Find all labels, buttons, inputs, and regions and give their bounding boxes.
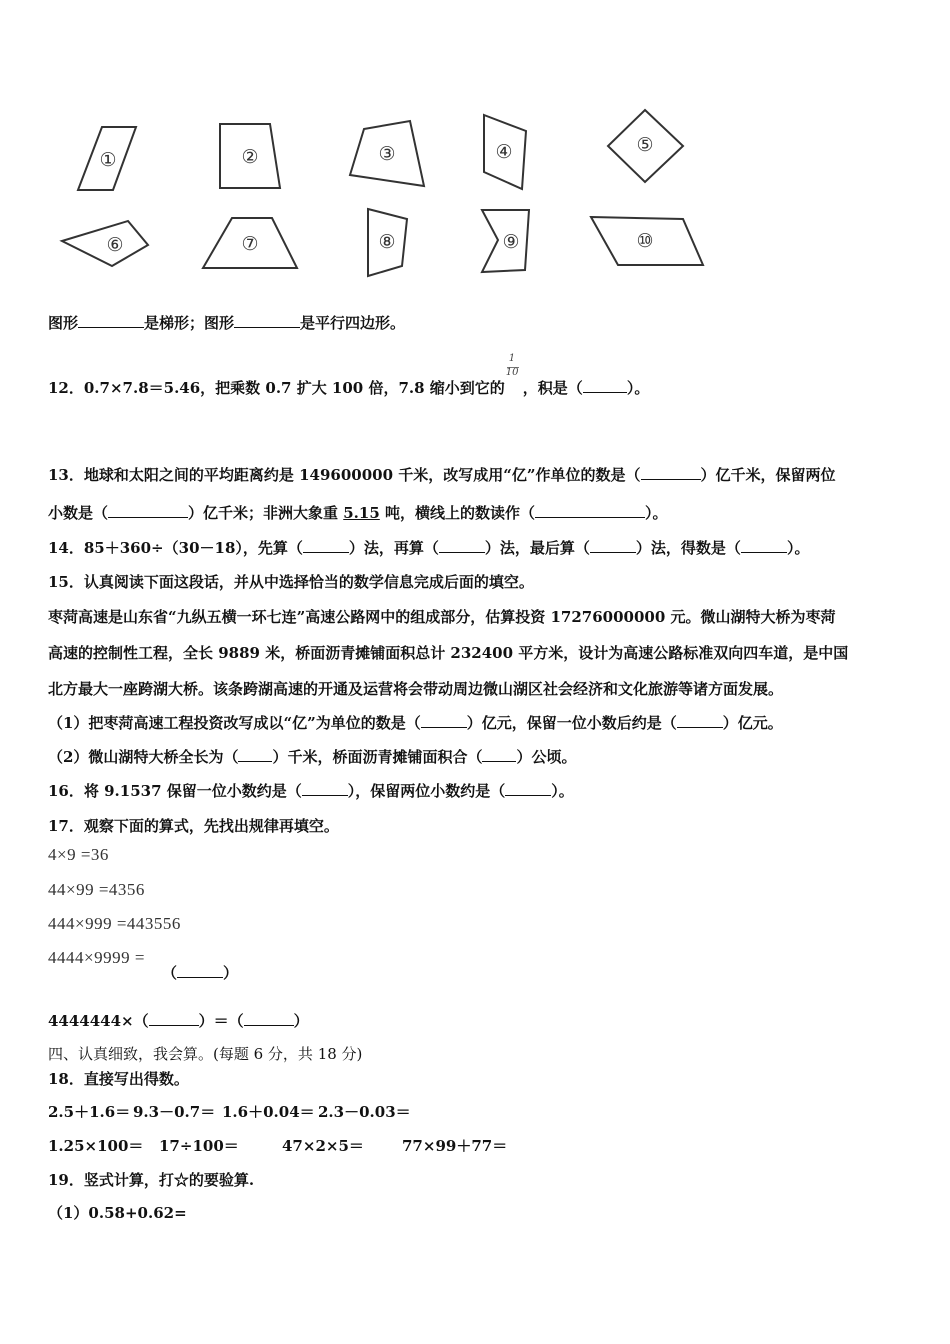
question-19-title: 19．竖式计算，打☆的要验算.	[48, 1171, 255, 1189]
q18-row-2-item-2: 17÷100＝	[159, 1137, 239, 1155]
formula-4-answer: （ ）	[162, 964, 239, 982]
question-12: 12．0.7×7.8＝5.46，把乘数 0.7 扩大 100 倍，7.8 缩小到它的 $\frac{1}{10}$ ，积是（ ）。	[48, 353, 650, 397]
q13-blank-3[interactable]	[535, 503, 645, 518]
question-15-paragraph-2: 高速的控制性工程，全长 9889 米，桥面沥青摊铺面积总计 232400 平方米，设计为高速公路标准双向四车道，是中国	[48, 644, 849, 662]
shape-label-5: ⑤	[636, 134, 654, 156]
formula-4: 4444×9999 =	[48, 948, 145, 967]
q17-blank-3[interactable]	[244, 1011, 294, 1026]
q18-row-1-item-1: 2.5＋1.6＝	[48, 1103, 131, 1121]
shape-label-3: ③	[378, 143, 396, 165]
q14-blank-2[interactable]	[439, 538, 485, 553]
q18-row-1-item-2: 9.3－0.7＝	[133, 1103, 216, 1121]
q14-blank-1[interactable]	[303, 538, 349, 553]
formula-1: 4×9 =36	[48, 845, 109, 864]
question-19-sub-1: （1）0.58+0.62=	[48, 1204, 187, 1222]
shape-label-2: ②	[241, 146, 259, 168]
q11-line: 图形 是梯形；图形 是平行四边形。	[48, 314, 406, 332]
q14-blank-4[interactable]	[741, 538, 787, 553]
q12-blank[interactable]	[583, 378, 627, 393]
q15-blank-4[interactable]	[482, 747, 516, 762]
q11-blank-parallelogram[interactable]	[234, 313, 300, 328]
q13-blank-1[interactable]	[641, 465, 701, 480]
q17-blank-2[interactable]	[149, 1011, 199, 1026]
question-15-paragraph-1: 枣菏高速是山东省“九纵五横一环七连”高速公路网中的组成部分，估算投资 17276000000 元。微山湖特大桥为枣菏	[48, 608, 836, 626]
q18-row-2-item-4: 77×99＋77＝	[402, 1137, 508, 1155]
q18-row-1-item-4: 2.3－0.03＝	[318, 1103, 411, 1121]
q16-blank-1[interactable]	[302, 781, 348, 796]
question-18-title: 18．直接写出得数。	[48, 1070, 189, 1088]
shape-label-4: ④	[495, 141, 513, 163]
shape-6	[62, 221, 148, 266]
q17-blank-1[interactable]	[177, 963, 223, 978]
shape-label-1: ①	[99, 149, 117, 171]
elephant-weight: 5.15	[343, 504, 380, 522]
question-17-title: 17．观察下面的算式，先找出规律再填空。	[48, 817, 339, 835]
q15-blank-2[interactable]	[677, 713, 723, 728]
shape-label-6: ⑥	[106, 234, 124, 256]
q16-blank-2[interactable]	[505, 781, 551, 796]
q18-row-2-item-1: 1.25×100＝	[48, 1137, 144, 1155]
question-15-sub-2: （2）微山湖特大桥全长为（ ）千米，桥面沥青摊铺面积合（ ）公顷。	[48, 748, 577, 766]
question-14: 14．85＋360÷（30－18），先算（ ）法，再算（ ）法，最后算（ ）法，得数是（ ）。	[48, 539, 810, 557]
q15-blank-1[interactable]	[421, 713, 467, 728]
fraction-one-tenth: $\frac{1}{10}$	[505, 353, 519, 378]
question-15-paragraph-3: 北方最大一座跨湖大桥。该条跨湖高速的开通及运营将会带动周边微山湖区社会经济和文化旅游等诸方面发展。	[48, 680, 784, 698]
shape-label-10: ⑩	[636, 230, 654, 252]
q14-blank-3[interactable]	[590, 538, 636, 553]
q13-blank-2[interactable]	[108, 503, 188, 518]
formula-2: 44×99 =4356	[48, 880, 145, 899]
question-16: 16．将 9.1537 保留一位小数约是（ ），保留两位小数约是（ ）。	[48, 782, 574, 800]
quadrilateral-shapes-figure	[0, 0, 950, 290]
shape-label-8: ⑧	[378, 231, 396, 253]
question-15-title: 15．认真阅读下面这段话，并从中选择恰当的数学信息完成后面的填空。	[48, 573, 534, 591]
question-17-last: 4444444×（ ）＝（ ）	[48, 1012, 309, 1030]
shape-label-7: ⑦	[241, 233, 259, 255]
q15-blank-3[interactable]	[238, 747, 272, 762]
question-13-line-1: 13．地球和太阳之间的平均距离约是 149600000 千米，改写成用“亿”作单位的数是（ ）亿千米，保留两位	[48, 466, 836, 484]
formula-3: 444×999 =443556	[48, 914, 181, 933]
q11-blank-trapezoid[interactable]	[78, 313, 144, 328]
q18-row-1-item-3: 1.6＋0.04＝	[222, 1103, 315, 1121]
question-15-sub-1: （1）把枣菏高速工程投资改写成以“亿”为单位的数是（ ）亿元，保留一位小数后约是（ ）亿元。	[48, 714, 783, 732]
shape-label-9: ⑨	[502, 231, 520, 253]
section-4-title: 四、认真细致，我会算。(每题 6 分，共 18 分)	[48, 1045, 363, 1063]
question-13-line-2: 小数是（ ）亿千米；非洲大象重 5.15 吨，横线上的数读作（ ）。	[48, 504, 668, 522]
q18-row-2-item-3: 47×2×5＝	[282, 1137, 364, 1155]
